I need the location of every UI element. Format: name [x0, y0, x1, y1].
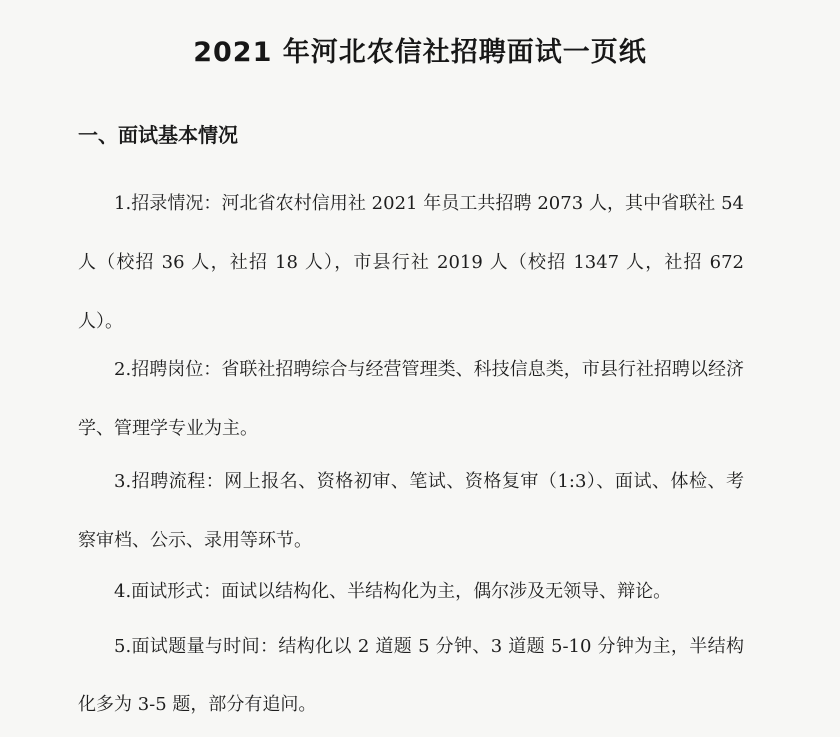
paragraph-process: 3.招聘流程：网上报名、资格初审、笔试、资格复审（1:3）、面试、体检、考察审档、公示、录用等环节。 [78, 471, 744, 551]
paragraph-recruitment-overview: 1.招录情况：河北省农村信用社 2021 年员工共招聘 2073 人，其中省联社 54 人（校招 36 人，社招 18 人），市县行社 2019 人（校招 1347 人，社招 672 人）。 [78, 193, 744, 332]
paragraph-positions: 2.招聘岗位：省联社招聘综合与经营管理类、科技信息类，市县行社招聘以经济学、管理学专业为主。 [78, 359, 744, 439]
paragraph-question-time: 5.面试题量与时间：结构化以 2 道题 5 分钟、3 道题 5-10 分钟为主，半结构化多为 3-5 题，部分有追问。 [78, 636, 744, 715]
paragraph-interview-format: 4.面试形式：面试以结构化、半结构化为主，偶尔涉及无领导、辩论。 [114, 581, 672, 602]
section-heading: 一、面试基本情况 [78, 123, 238, 147]
document-title: 2021 年河北农信社招聘面试一页纸 [193, 37, 647, 68]
